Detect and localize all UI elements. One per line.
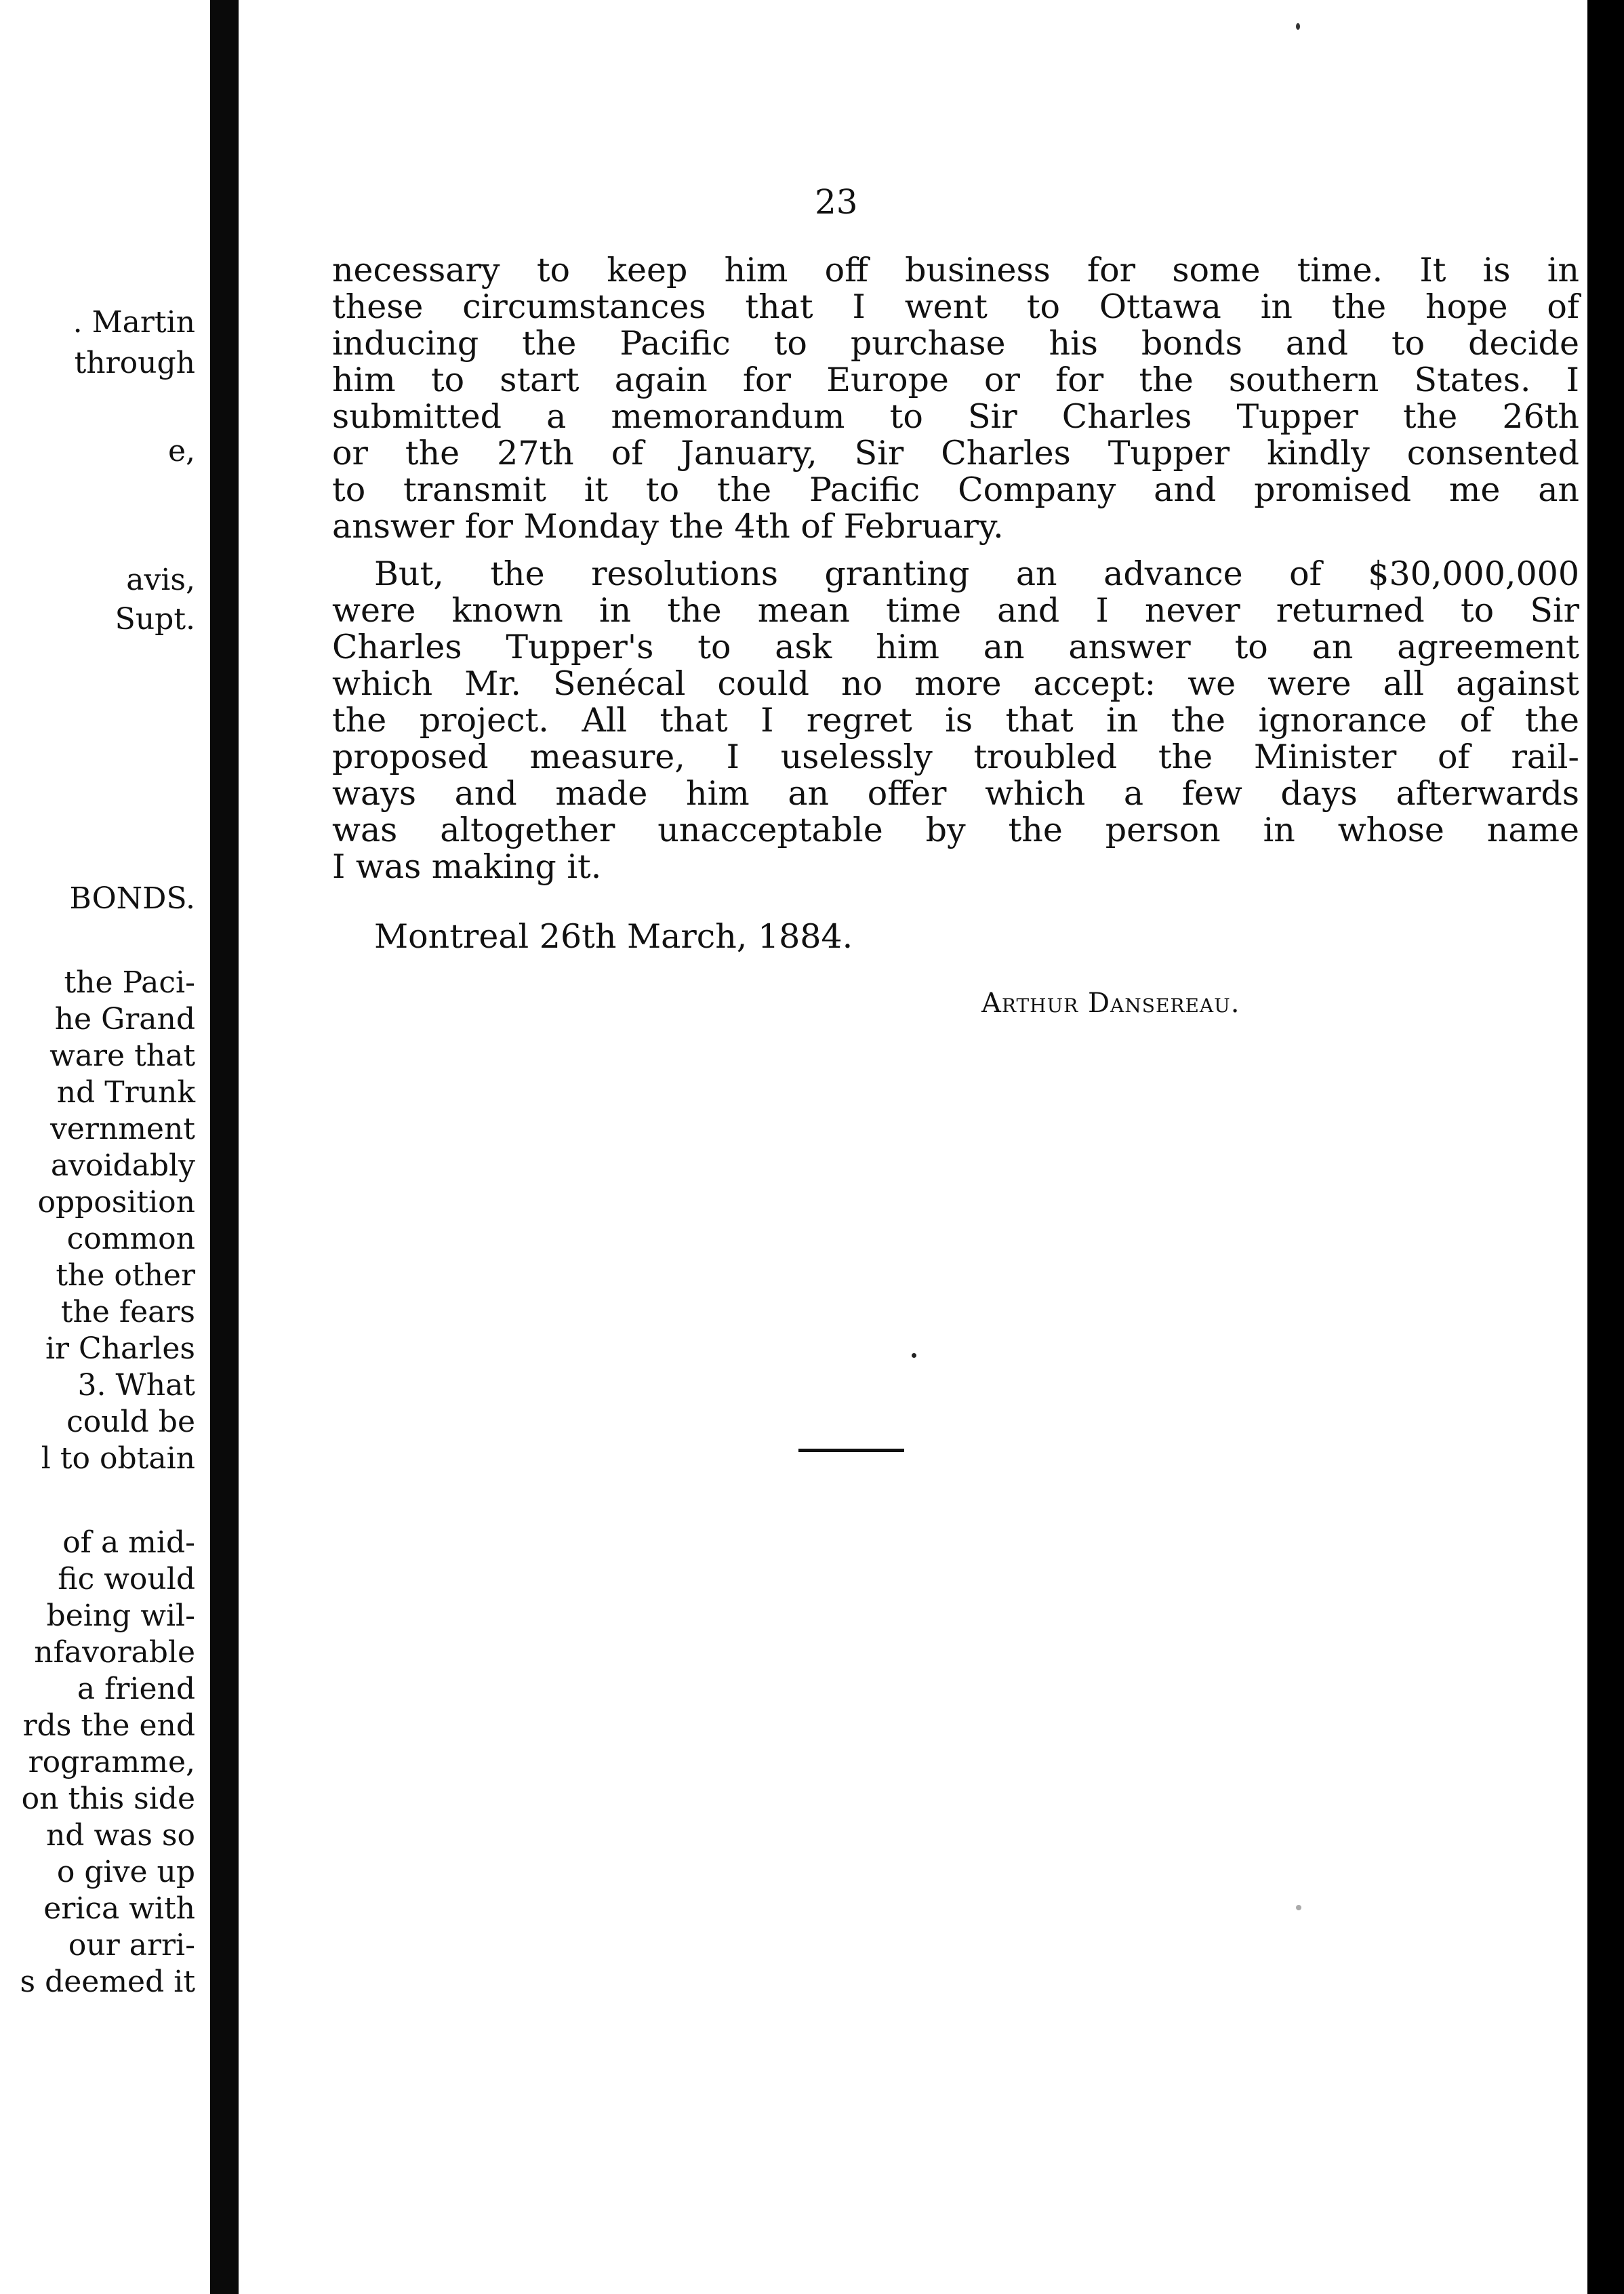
facing-page-line: 3. What — [77, 1368, 195, 1403]
facing-page-line: . Martin — [73, 305, 195, 340]
document-page — [239, 0, 1587, 2294]
text-line: was altogether unacceptable by the person in whose name — [332, 811, 1579, 849]
text-line: proposed measure, I uselessly troubled the Minister of rail- — [332, 738, 1579, 776]
signature: Arthur Dansereau. — [981, 988, 1240, 1019]
facing-page-line: our arri- — [68, 1928, 195, 1963]
facing-page-line: fic would — [58, 1562, 195, 1596]
text-line: I was making it. — [332, 847, 602, 886]
facing-page-line: through — [74, 346, 195, 380]
facing-page-line: common — [66, 1222, 195, 1256]
text-line: him to start again for Europe or for the southern States. I — [332, 361, 1579, 399]
facing-page-line: a friend — [77, 1672, 195, 1706]
facing-page-line: nd was so — [45, 1818, 195, 1853]
facing-page-line: the fears — [60, 1295, 195, 1329]
ink-speck — [1296, 1905, 1301, 1910]
facing-page-line: s deemed it — [20, 1965, 195, 1999]
letter-body — [332, 252, 1579, 885]
facing-page-line: ir Charles — [45, 1331, 195, 1366]
text-line: submitted a memorandum to Sir Charles Tupper the 26th — [332, 397, 1579, 436]
text-line: or the 27th of January, Sir Charles Tupper kindly consented — [332, 434, 1579, 472]
facing-page-line: vernment — [49, 1112, 195, 1146]
facing-page-line: nfavorable — [34, 1635, 195, 1670]
text-line: answer for Monday the 4th of February. — [332, 507, 1004, 546]
facing-page-line: on this side — [21, 1782, 195, 1816]
facing-page-line: being wil- — [46, 1598, 195, 1633]
text-line: these circumstances that I went to Ottawa in the hope of — [332, 287, 1579, 326]
facing-page-fragment — [0, 0, 210, 2294]
text-line: were known in the mean time and I never returned to Sir — [332, 591, 1579, 630]
ink-speck — [1296, 23, 1300, 30]
facing-page-line: avoidably — [50, 1148, 195, 1183]
paragraph — [332, 252, 1579, 545]
facing-page-line: opposition — [37, 1185, 195, 1220]
closing-rule — [798, 1449, 904, 1452]
facing-page-line: nd Trunk — [56, 1075, 195, 1110]
text-line: ways and made him an offer which a few days afterwards — [332, 774, 1579, 813]
facing-page-line: ware that — [49, 1039, 195, 1073]
facing-page-line: e, — [167, 434, 195, 468]
text-line: to transmit it to the Pacific Company and promised me an — [332, 470, 1579, 509]
facing-page-line: l to obtain — [41, 1441, 195, 1476]
facing-page-line: could be — [66, 1405, 195, 1439]
facing-page-line: erica with — [43, 1891, 195, 1926]
text-line: inducing the Pacific to purchase his bonds and to decide — [332, 324, 1579, 363]
scan-border — [1587, 0, 1624, 2294]
facing-page-line: avis, — [126, 563, 195, 597]
text-line: which Mr. Senécal could no more accept: we were all against — [332, 664, 1579, 703]
text-line: the project. All that I regret is that in the ignorance of the — [332, 701, 1579, 740]
text-line: necessary to keep him off business for some time. It is in — [332, 251, 1579, 289]
facing-page-line: he Grand — [54, 1002, 195, 1037]
ink-dot — [912, 1353, 916, 1358]
facing-page-line: rogramme, — [28, 1745, 195, 1779]
place-date-line: Montreal 26th March, 1884. — [374, 917, 853, 956]
facing-page-line: BONDS. — [69, 881, 195, 916]
text-line: But, the resolutions granting an advance of $30,000,000 — [374, 555, 1579, 593]
facing-page-line: rds the end — [22, 1708, 195, 1743]
text-line: Charles Tupper's to ask him an answer to an agreement — [332, 628, 1579, 666]
facing-page-line: Supt. — [115, 602, 195, 637]
paragraph — [332, 556, 1579, 885]
facing-page-line: of a mid- — [62, 1525, 195, 1560]
page-number: 23 — [815, 182, 858, 222]
facing-page-line: the Paci- — [64, 965, 195, 1000]
book-gutter — [210, 0, 239, 2294]
facing-page-line: o give up — [56, 1855, 195, 1889]
facing-page-line: the other — [56, 1258, 195, 1293]
